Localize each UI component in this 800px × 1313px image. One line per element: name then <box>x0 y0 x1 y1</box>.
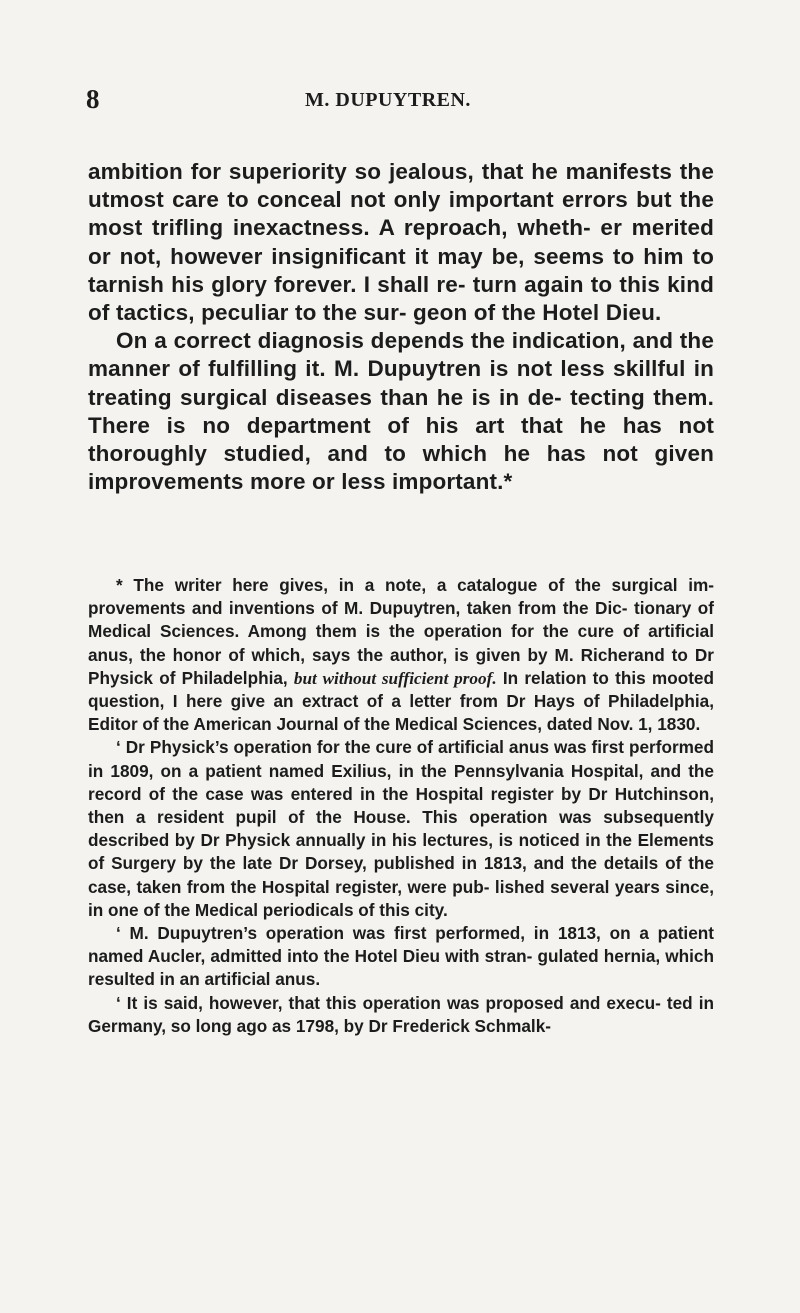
body-paragraph-1: ambition for superiority so jealous, that he manifests the utmost care to conceal not only important errors but the most trifling inexactness. A reproach, wheth- er merited or not, however insignificant it may be, seems to him to tarnish his glory forever. I shall re- turn again to this kind of tactics, peculiar to the sur- geon of the Hotel Dieu. <box>88 159 714 326</box>
body-paragraph-2: On a correct diagnosis depends the indication, and the manner of fulfilling it. M. Dupuytren is not less skillful in treating surgical diseases than he is in de- tecting them. There is no department of his art that he has not thoroughly studied, and to which he has not given improvements more or less important.* <box>88 328 714 495</box>
main-text <box>88 158 714 496</box>
footnote-italic-phrase: but without sufficient proof. <box>293 668 497 688</box>
page-number: 8 <box>86 84 100 114</box>
footnote-paragraph-4: ‘ It is said, however, that this operation was proposed and execu- ted in Germany, so long ago as 1798, by Dr Frederick Schmalk- <box>88 992 714 1036</box>
footnote-paragraph-3: ‘ M. Dupuytren’s operation was first performed, in 1813, on a patient named Aucler, admitted into the Hotel Dieu with stran- gulated hernia, which resulted in an artificial anus. <box>88 923 714 990</box>
footnote-paragraph-2: ‘ Dr Physick’s operation for the cure of artificial anus was first performed in 1809, on a patient named Exilius, in the Pennsylvania Hospital, and the record of the case was entered in the Hospital register by Dr Hutchinson, then a resident pupil of the House. This operation was subsequently described by Dr Physick annually in his lectures, is noticed in the Elements of Surgery by the late Dr Dorsey, published in 1813, and the details of the case, taken from the Hospital register, were pub- lished several years since, in one of the Medical periodicals of this city. <box>88 737 714 920</box>
footnote-paragraph-1 <box>88 574 714 736</box>
footnote-text-1b: In relation to this mooted question, I here give an extract of a letter from Dr Hays of Philadelphia, Editor of the American Journal of the Medical Sciences, dated Nov. 1, 1830. <box>88 667 714 735</box>
footnote-text-1a: * The writer here gives, in a note, a catalogue of the surgical im- provements and inventions of M. Dupuytren, taken from the Dic- tionary of Medical Sciences. Among them is the operation for the cure of artificial anus, the honor of which, says the author, is given by M. Richerand to Dr Physick of Philadelphia, <box>88 575 714 688</box>
footnote <box>88 574 714 1038</box>
running-head: M. DUPUYTREN. <box>305 89 471 111</box>
